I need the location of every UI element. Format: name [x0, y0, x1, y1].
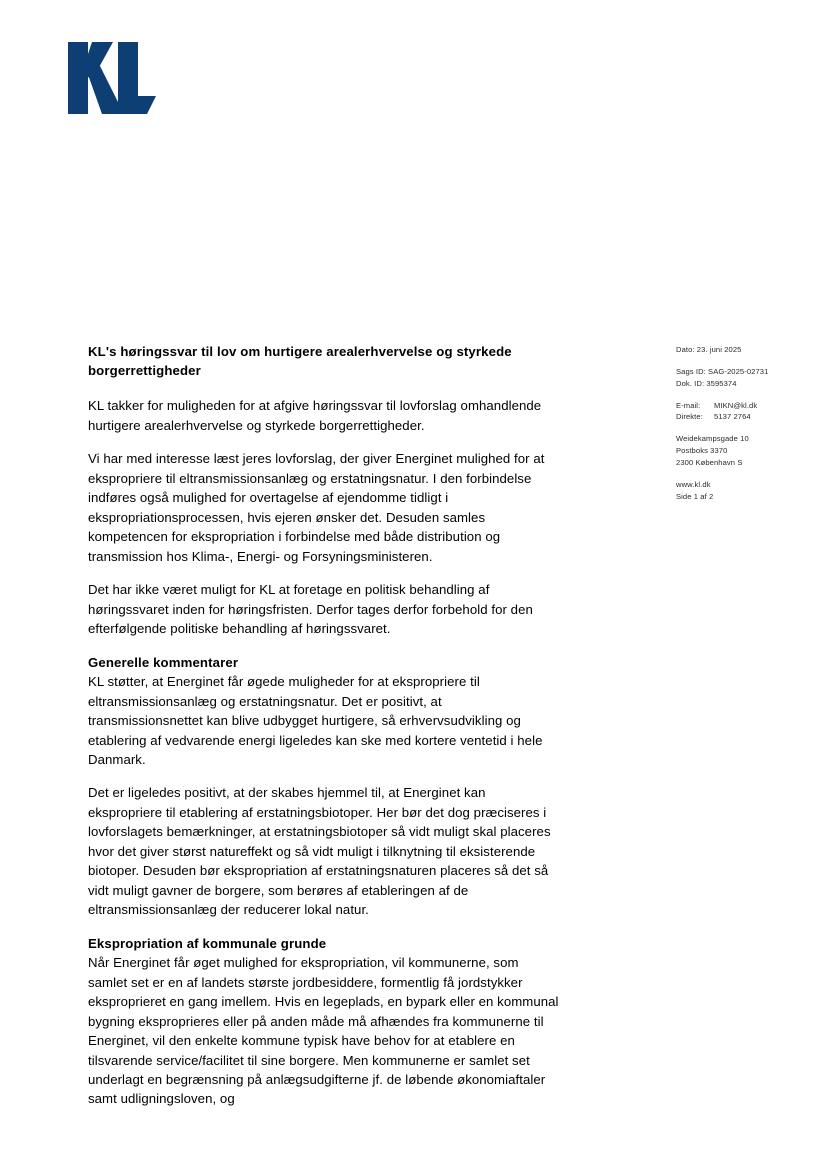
page-title: KL's høringssvar til lov om hurtigere arealerhvervelse og styrkede borgerrettigheder — [88, 344, 512, 378]
reservation-paragraph: Det har ikke været muligt for KL at foretage en politisk behandling af høringssvaret inden for høringsfristen. Derfor tages derfor forbehold for den efterfølgende politiske behandling af høringssvaret. — [88, 582, 533, 637]
meta-group-contact — [676, 400, 816, 424]
meta-date: Dato: 23. juni 2025 — [676, 345, 742, 354]
meta-group-address — [676, 433, 816, 469]
background-paragraph: Vi har med interesse læst jeres lovforslag, der giver Energinet mulighed for at ekspropriere til eltransmissionsanlæg og erstatningsnatur. I den forbindelse indføres også mulighed for overtagelse af ejendomme tidligt i ekspropriationsprocessen, hvis ejeren ønsker det. Desuden samles kompetencen for ekspropriation i forbindelse med både distribution og transmission hos Klima-, Energi- og Forsyningsministeren. — [88, 451, 545, 564]
section-body: KL støtter, at Energinet får øgede muligheder for at ekspropriere til eltransmissionsanlæg og erstatningsnatur. Det er positivt, at transmissionsnettet kan blive udbygget hurtigere, så erhvervsudvikling og etablering af vedvarende energi ligeledes kan ske med kortere ventetid i hele Danmark. — [88, 674, 543, 767]
meta-case-id: Sags ID: SAG-2025-02731 — [676, 366, 769, 376]
meta-address-pobox: Postboks 3370 — [676, 446, 728, 456]
meta-phone-value: 5137 2764 — [714, 412, 751, 422]
meta-address-street: Weidekampsgade 10 — [676, 434, 749, 444]
document-body — [88, 343, 560, 1123]
meta-email-value[interactable]: MIKN@kl.dk — [714, 400, 758, 410]
section-municipal-land — [88, 934, 560, 1109]
kl-logo-icon — [68, 42, 188, 114]
section-body: Det er ligeledes positivt, at der skabes hjemmel til, at Energinet kan ekspropriere til etablering af erstatningsbiotoper. Her bør det dog præciseres i lovforslagets bemærkninger, at erstatningsbiotoper så vidt muligt skal placeres hvor det giver størst natureffekt og så vidt muligt i tilknytning til eksisterende biotoper. Desuden bør ekspropriation af erstatningsnaturen placeres så det så vidt muligt gavner de borgere, som berøres af etableringen af de eltransmissionsanlæg der reducerer lokal natur. — [88, 785, 551, 918]
document-metadata — [676, 344, 816, 502]
meta-phone-label: Direkte: — [676, 412, 703, 422]
meta-phone — [676, 411, 816, 423]
section-body: Når Energinet får øget mulighed for ekspropriation, vil kommunerne, som samlet set er en af landets største jordbesiddere, formentlig få jordstykker eksproprieret en gang imellem. Hvis en legeplads, en bypark eller en kommunal bygning eksproprieres eller på anden måde må afhændes fra kommunerne til Energinet, vil den enkelte kommune typisk have behov for at etablere en tilsvarende service/facilitet til sine borgere. Men kommunerne er samlet set underlagt en begrænsning på anlægsudgifterne jf. de løbende økonomiaftaler samt udligningsloven, og — [88, 955, 559, 1107]
meta-address-city: 2300 København S — [676, 457, 743, 467]
meta-group-footer — [676, 479, 816, 503]
meta-email — [676, 400, 816, 412]
kl-logo — [68, 42, 248, 114]
meta-doc-id: Dok. ID: 3595374 — [676, 378, 737, 388]
section-heading: Generelle kommentarer — [88, 654, 239, 670]
section-general-comments — [88, 653, 560, 770]
meta-email-label: E-mail: — [676, 400, 701, 410]
intro-paragraph: KL takker for muligheden for at afgive høringssvar til lovforslag omhandlende hurtigere arealerhvervelse og styrkede borgerrettigheder. — [88, 398, 542, 433]
meta-website[interactable]: www.kl.dk — [676, 479, 711, 489]
meta-group-date — [676, 344, 816, 356]
section-biotopes — [88, 783, 560, 919]
meta-group-ids — [676, 366, 816, 390]
meta-page-number: Side 1 af 2 — [676, 491, 714, 501]
section-heading: Ekspropriation af kommunale grunde — [88, 935, 327, 951]
